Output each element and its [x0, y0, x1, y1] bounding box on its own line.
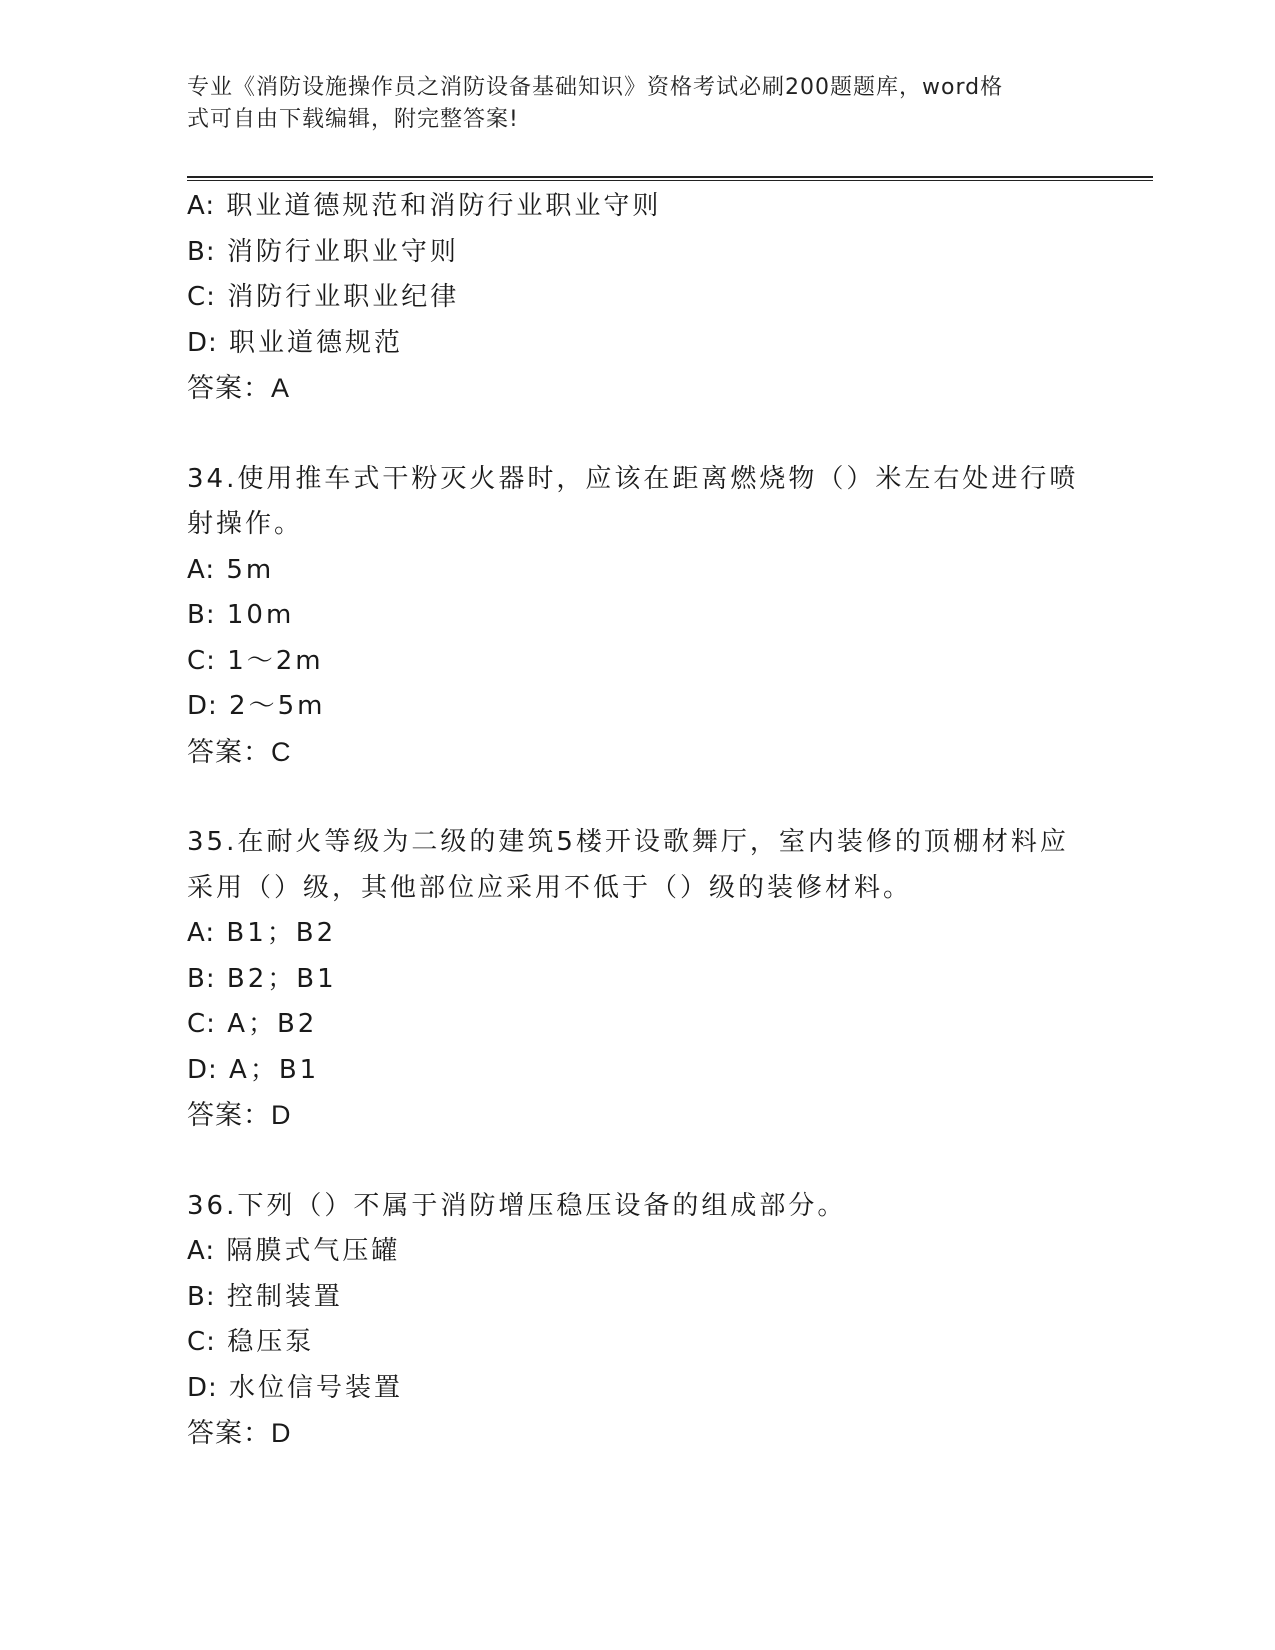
question-text-line-1: 36.下列（）不属于消防增压稳压设备的组成部分。 [187, 1190, 847, 1221]
option-a: A: 职业道德规范和消防行业职业守则 [187, 191, 662, 221]
answer: 答案：C [187, 736, 292, 767]
option-d: D: 职业道德规范 [187, 327, 404, 358]
question-text-line-1: 35.在耐火等级为二级的建筑5楼开设歌舞厅，室内装修的顶棚材料应 [187, 827, 1069, 857]
answer: 答案：D [187, 1418, 292, 1448]
option-a: A: B1；B2 [187, 918, 337, 948]
option-c: C: 1～2m [187, 645, 324, 676]
option-c: C: A；B2 [187, 1009, 318, 1039]
option-b: B: 消防行业职业守则 [187, 236, 459, 267]
question-text-line-2: 采用（）级，其他部位应采用不低于（）级的装修材料。 [187, 872, 913, 903]
option-b: B: 控制装置 [187, 1281, 343, 1312]
question-text-line-2: 射操作。 [187, 509, 304, 539]
option-d: D: 水位信号装置 [187, 1372, 404, 1403]
spacer [187, 1139, 1087, 1184]
question-36 [187, 1184, 1087, 1457]
option-a: A: 5m [187, 554, 275, 585]
option-a: A: 隔膜式气压罐 [187, 1236, 401, 1266]
spacer [187, 775, 1087, 820]
option-d: D: A；B1 [187, 1054, 320, 1085]
option-b: B: 10m [187, 600, 295, 630]
option-c: C: 消防行业职业纪律 [187, 282, 460, 312]
page-header [187, 72, 1067, 136]
option-d: D: 2～5m [187, 691, 326, 721]
question-text-line-1: 34.使用推车式干粉灭火器时，应该在距离燃烧物（）米左右处进行喷 [187, 463, 1079, 494]
answer: 答案：D [187, 1100, 292, 1130]
document-body [187, 184, 1087, 1457]
answer: 答案：A [187, 373, 291, 403]
header-line-2: 式可自由下载编辑，附完整答案! [187, 107, 519, 132]
question-34 [187, 457, 1087, 776]
spacer [187, 412, 1087, 457]
header-divider [187, 176, 1153, 181]
header-line-1: 专业《消防设施操作员之消防设备基础知识》资格考试必刷200题题库，word格 [187, 75, 1004, 100]
option-b: B: B2；B1 [187, 963, 337, 994]
question-33 [187, 184, 1087, 412]
question-35 [187, 820, 1087, 1139]
option-c: C: 稳压泵 [187, 1327, 315, 1357]
